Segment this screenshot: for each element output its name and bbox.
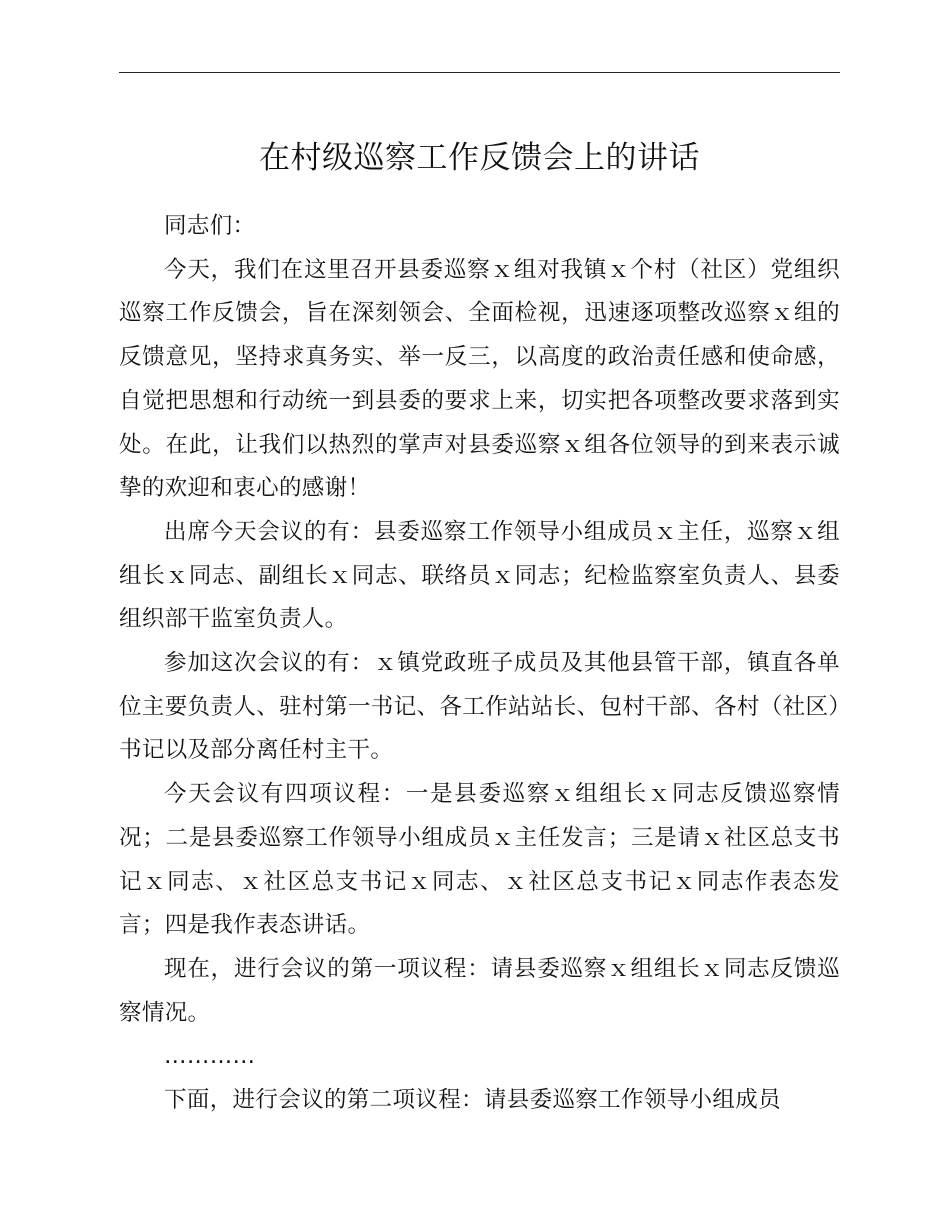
paragraph-participants: 参加这次会议的有：ｘ镇党政班子成员及其他县管干部，镇直各单位主要负责人、驻村第一书记、各工作站站长、包村干部、各村（社区）书记以及部分离任村主干。 <box>119 650 840 764</box>
paragraph-salutation: 同志们： <box>164 213 256 239</box>
paragraph-agenda-item-2: 下面，进行会议的第二项议程：请县委巡察工作领导小组成员 <box>164 1087 781 1114</box>
document-title: 在村级巡察工作反馈会上的讲话 <box>259 140 700 176</box>
paragraph-ellipsis: ………… <box>164 1043 256 1070</box>
paragraph-agenda: 今天会议有四项议程：一是县委巡察ｘ组组长ｘ同志反馈巡察情况；二是县委巡察工作领导小组成员ｘ主任发言；三是请ｘ社区总支书记ｘ同志、ｘ社区总支书记ｘ同志、ｘ社区总支书记ｘ同志作表态发言；四是我作表态讲话。 <box>119 781 840 939</box>
header-rule <box>119 72 840 73</box>
document-body <box>119 205 840 1123</box>
paragraph-agenda-item-1: 现在，进行会议的第一项议程：请县委巡察ｘ组组长ｘ同志反馈巡察情况。 <box>119 955 840 1026</box>
paragraph-attendees-present: 出席今天会议的有：县委巡察工作领导小组成员ｘ主任，巡察ｘ组组长ｘ同志、副组长ｘ同志、联络员ｘ同志；纪检监察室负责人、县委组织部干监室负责人。 <box>119 518 840 633</box>
paragraph-opening: 今天，我们在这里召开县委巡察ｘ组对我镇ｘ个村（社区）党组织巡察工作反馈会，旨在深刻领会、全面检视，迅速逐项整改巡察ｘ组的反馈意见，坚持求真务实、举一反三，以高度的政治责任感和使命感，自觉把思想和行动统一到县委的要求上来，切实把各项整改要求落到实处。在此，让我们以热烈的掌声对县委巡察ｘ组各位领导的到来表示诚挚的欢迎和衷心的感谢！ <box>119 256 840 502</box>
